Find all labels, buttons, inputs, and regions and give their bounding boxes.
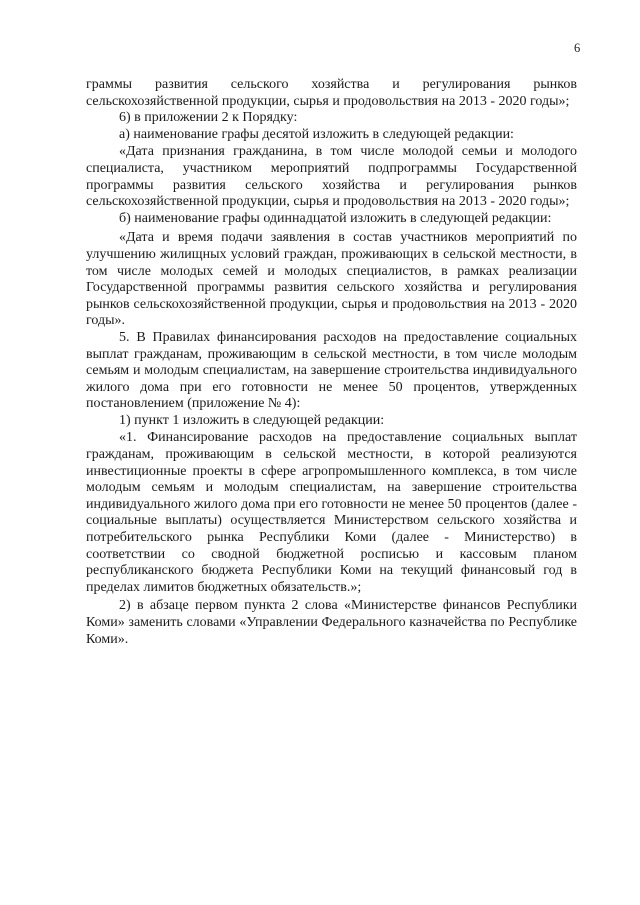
paragraph-2: 6) в приложении 2 к Порядку: bbox=[119, 110, 298, 126]
paragraph-3: а) наименование графы десятой изложить в следующей редакции: bbox=[119, 126, 514, 142]
paragraph-5: б) наименование графы одиннадцатой изложить в следующей редакции: bbox=[119, 210, 552, 226]
paragraph-9: «1. Финансирование расходов на предоставление социальных выплат гражданам, проживающим в сельской местности, в которой реализуются инвестиционные проекты в сфере агропромышленного комплекса, в том числе молодым семьям и молодым специалистам, на завершение строительства индивидуального жилого дома при его готовности не менее 50 процентов (далее - социальные выплаты) осуществляется Министерством сельского хозяйства и потребительского рынка Республики Коми (далее - Министерство) в соответствии со сводной бюджетной росписью и кассовым планом республиканского бюджета Республики Коми на текущий финансовый год в пределах лимитов бюджетных обязательств.»; bbox=[86, 430, 577, 595]
page-number: 6 bbox=[574, 41, 581, 55]
paragraph-4: «Дата признания гражданина, в том числе молодой семьи и молодого специалиста, участником мероприятий подпрограммы Государственной программы развития сельского хозяйства и регулирования рынков сельскохозяйственной продукции, сырья и продовольствия на 2013 - 2020 годы»; bbox=[86, 144, 577, 210]
paragraph-6: «Дата и время подачи заявления в состав участников мероприятий по улучшению жилищных условий граждан, проживающих в сельской местности, в том числе молодых семей и молодых специалистов, в рамках реализации Государственной программы развития сельского хозяйства и регулирования рынков сельскохозяйственной продукции, сырья и продовольствия на 2013 - 2020 годы». bbox=[86, 230, 577, 329]
paragraph-7: 5. В Правилах финансирования расходов на предоставление социальных выплат гражданам, проживающим в сельской местности, в том числе молодым семьям и молодым специалистам, на завершение строительства индивидуального жилого дома при его готовности не менее 50 процентов, утвержденных постановлением (приложение № 4): bbox=[86, 329, 577, 412]
paragraph-10: 2) в абзаце первом пункта 2 слова «Министерстве финансов Республики Коми» заменить словами «Управлении Федерального казначейства по Республике Коми». bbox=[86, 598, 577, 647]
document-body bbox=[86, 77, 577, 648]
paragraph-8: 1) пункт 1 изложить в следующей редакции: bbox=[119, 412, 385, 428]
paragraph-1: граммы развития сельского хозяйства и регулирования рынков сельскохозяйственной продукции, сырья и продовольствия на 2013 - 2020 годы»; bbox=[86, 77, 577, 109]
